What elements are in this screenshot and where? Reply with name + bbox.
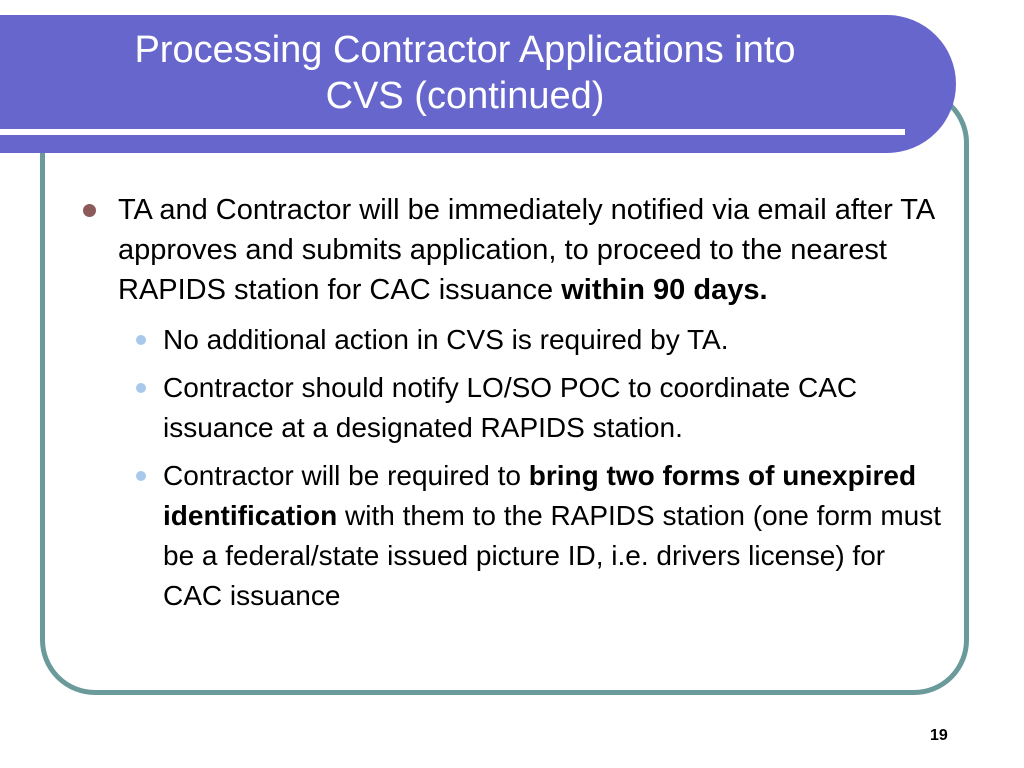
- sub-bullet-dot-icon: [136, 335, 146, 345]
- slide-title-line-1: Processing Contractor Applications into: [134, 29, 796, 71]
- slide-title-line-2: CVS (continued): [325, 75, 605, 117]
- sub-bullet-item: [80, 320, 950, 360]
- sub-bullet-list: [80, 320, 950, 616]
- slide-page-number: 19: [930, 727, 948, 744]
- title-underline: [0, 129, 905, 135]
- sub-bullet-dot-icon: [136, 383, 146, 393]
- main-bullet-dot-icon: [83, 204, 96, 217]
- sub-bullet-text-after: with them to the RAPIDS station (one form must be a federal/state issued picture ID, i.e. drivers license) for CAC issuance: [163, 500, 942, 611]
- main-bullet-text: TA and Contractor will be immediately notified via email after TA approves and submits application, to proceed to the nearest RAPIDS station for CAC issuance: [118, 194, 934, 306]
- sub-bullet-text: No additional action in CVS is required by TA.: [163, 324, 729, 355]
- slide-body: [80, 190, 950, 624]
- main-bullet-bold-text: within 90 days.: [561, 274, 768, 306]
- sub-bullet-item: [80, 456, 950, 616]
- sub-bullet-bold-text: bring two forms of unexpired identification: [163, 460, 917, 531]
- sub-bullet-dot-icon: [136, 471, 146, 481]
- sub-bullet-item: [80, 368, 950, 448]
- slide-title: [0, 27, 930, 119]
- sub-bullet-text: Contractor should notify LO/SO POC to coordinate CAC issuance at a designated RAPIDS station.: [163, 372, 858, 443]
- main-bullet-item: [80, 190, 950, 310]
- sub-bullet-text: Contractor will be required to: [163, 460, 529, 491]
